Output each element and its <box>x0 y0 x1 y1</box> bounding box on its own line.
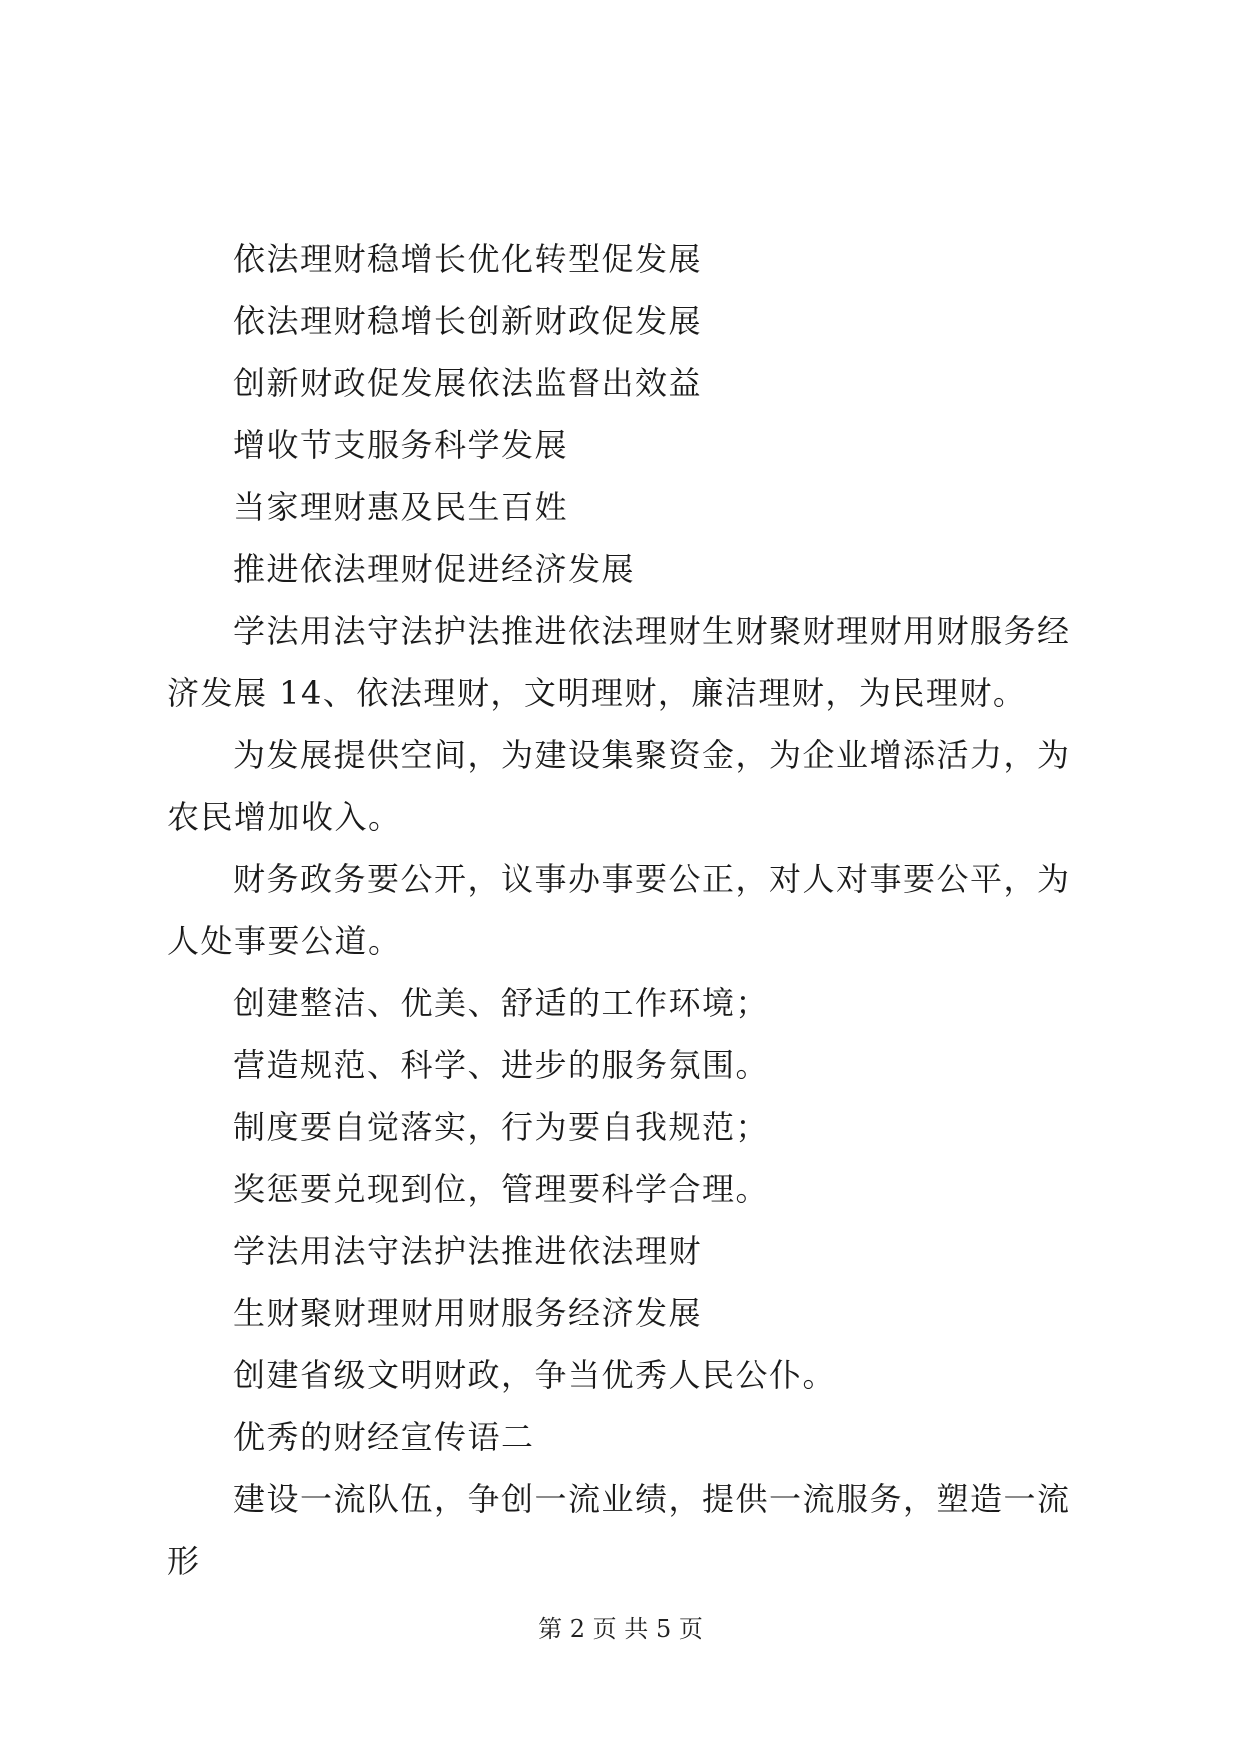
paragraph: 创建整洁、优美、舒适的工作环境； <box>233 984 770 1022</box>
page-number-footer: 第 2 页 共 5 页 <box>538 1615 703 1643</box>
paragraph: 创新财政促发展依法监督出效益 <box>233 364 703 402</box>
paragraph: 制度要自觉落实，行为要自我规范； <box>233 1108 770 1146</box>
paragraph: 依法理财稳增长创新财政促发展 <box>233 302 703 340</box>
document-body <box>167 228 1087 1592</box>
paragraph: 推进依法理财促进经济发展 <box>233 550 636 588</box>
paragraph: 增收节支服务科学发展 <box>233 426 569 464</box>
paragraph: 财务政务要公开，议事办事要公正，对人对事要公平，为人处事要公道。 <box>167 860 1071 960</box>
paragraph: 依法理财稳增长优化转型促发展 <box>233 240 703 278</box>
paragraph: 学法用法守法护法推进依法理财 <box>233 1232 703 1270</box>
paragraph: 营造规范、科学、进步的服务氛围。 <box>233 1046 770 1084</box>
paragraph: 生财聚财理财用财服务经济发展 <box>233 1294 703 1332</box>
paragraph: 奖惩要兑现到位，管理要科学合理。 <box>233 1170 770 1208</box>
paragraph: 为发展提供空间，为建设集聚资金，为企业增添活力，为农民增加收入。 <box>167 736 1071 836</box>
section-heading: 优秀的财经宣传语二 <box>233 1418 535 1456</box>
paragraph: 当家理财惠及民生百姓 <box>233 488 569 526</box>
paragraph: 学法用法守法护法推进依法理财生财聚财理财用财服务经济发展 14、依法理财，文明理财，廉洁理财，为民理财。 <box>167 612 1071 712</box>
paragraph: 建设一流队伍，争创一流业绩，提供一流服务，塑造一流形 <box>167 1480 1071 1580</box>
paragraph: 创建省级文明财政，争当优秀人民公仆。 <box>233 1356 837 1394</box>
